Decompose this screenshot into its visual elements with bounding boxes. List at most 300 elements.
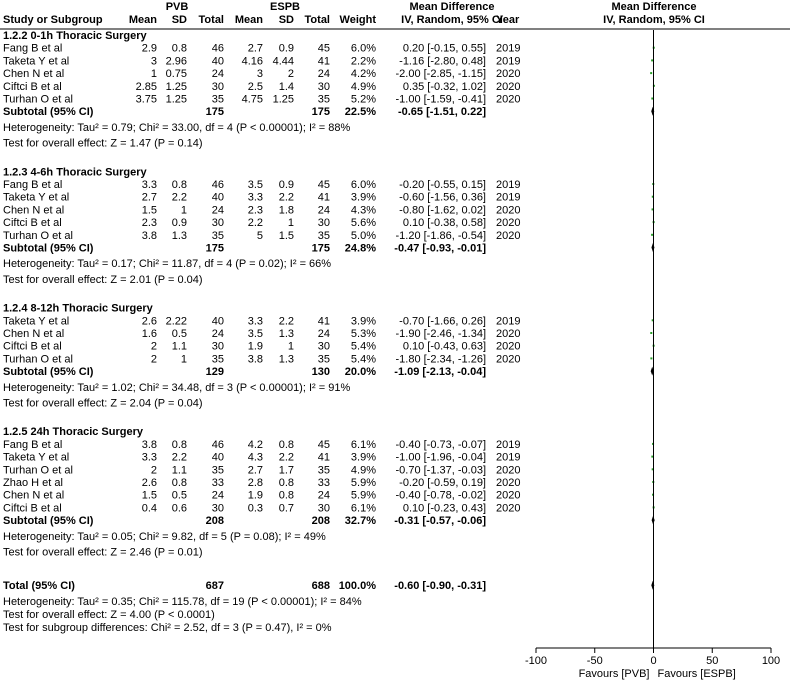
cell-sd2: 0.8	[278, 489, 294, 502]
cell-m2: 2.2	[247, 217, 263, 230]
cell-weight: 5.4%	[350, 353, 376, 366]
header-plot-method: IV, Random, 95% CI	[603, 14, 705, 26]
subtotal-weight: 20.0%	[344, 366, 376, 379]
cell-sd2: 0.8	[278, 438, 294, 451]
cell-m2: 3.8	[247, 353, 263, 366]
cell-sd2: 4.44	[272, 55, 294, 68]
header-total-espb: Total	[304, 14, 330, 26]
x-axis	[525, 648, 780, 680]
subtotal-n1: 129	[205, 366, 224, 379]
cell-sd2: 1.4	[278, 80, 294, 93]
cell-year: 2020	[496, 353, 521, 366]
overall-effect-text: Test for overall effect: Z = 2.46 (P = 0.01)	[3, 546, 203, 559]
overall-effect-text: Test for overall effect: Z = 2.04 (P = 0.04)	[3, 397, 203, 410]
cell-name: Chen N et al	[3, 489, 65, 502]
cell-n1: 24	[211, 68, 224, 81]
cell-sd1: 2.2	[171, 451, 187, 464]
cell-n2: 45	[317, 42, 330, 55]
favours-left-label: Favours [PVB]	[578, 668, 650, 680]
cell-weight: 6.0%	[350, 42, 376, 55]
header-group-espb: ESPB	[270, 1, 300, 13]
cell-m2: 0.3	[247, 502, 263, 515]
total-row	[3, 580, 486, 592]
cell-m1: 3.75	[135, 93, 157, 106]
table-row	[3, 55, 520, 67]
cell-m2: 3.5	[247, 328, 263, 340]
subgroup	[3, 426, 520, 558]
cell-sd1: 2.96	[165, 55, 187, 68]
cell-ci: -0.80 [-1.62, 0.02]	[399, 204, 486, 217]
total-ci: -0.60 [-0.90, -0.31]	[394, 580, 486, 593]
cell-sd1: 1.3	[171, 229, 187, 242]
heterogeneity-text: Heterogeneity: Tau² = 1.02; Chi² = 34.48, df = 3 (P < 0.00001); I² = 91%	[3, 381, 351, 394]
favours-right-label: Favours [ESPB]	[657, 668, 736, 680]
subtotal-ci: -1.09 [-2.13, -0.04]	[394, 366, 486, 379]
subtotal-weight: 22.5%	[344, 106, 376, 119]
cell-n2: 24	[317, 489, 330, 502]
cell-n1: 46	[211, 179, 224, 191]
cell-m2: 5	[256, 229, 263, 242]
header-sd-espb: SD	[278, 14, 294, 26]
cell-sd2: 0.8	[278, 477, 294, 489]
table-row	[3, 179, 520, 191]
cell-weight: 5.0%	[350, 229, 376, 242]
subtotal-label: Subtotal (95% CI)	[3, 106, 94, 119]
cell-n1: 30	[211, 217, 224, 230]
header-plot-title: Mean Difference	[611, 1, 697, 13]
cell-sd2: 1.25	[272, 93, 294, 106]
cell-n2: 35	[317, 464, 330, 477]
study-marker	[650, 357, 652, 359]
subtotal-label: Subtotal (95% CI)	[3, 515, 94, 528]
cell-year: 2020	[496, 489, 521, 502]
cell-name: Ciftci B et al	[3, 80, 62, 93]
cell-m2: 1.9	[247, 340, 263, 353]
cell-sd2: 2.2	[278, 451, 294, 464]
cell-sd1: 0.5	[171, 328, 187, 340]
cell-year: 2019	[496, 438, 521, 451]
total-label: Total (95% CI)	[3, 580, 75, 593]
cell-m2: 4.2	[247, 438, 263, 451]
cell-name: Taketa Y et al	[3, 191, 70, 204]
subtotal-weight: 32.7%	[344, 515, 376, 528]
cell-year: 2020	[496, 502, 521, 515]
cell-ci: 0.10 [-0.38, 0.58]	[402, 217, 486, 230]
table-row	[3, 502, 520, 514]
cell-n1: 33	[211, 477, 224, 489]
cell-ci: -0.70 [-1.66, 0.26]	[399, 315, 486, 328]
subtotal-weight: 24.8%	[344, 242, 376, 255]
cell-year: 2020	[496, 68, 521, 81]
heterogeneity-text: Heterogeneity: Tau² = 0.17; Chi² = 11.87, df = 4 (P = 0.02); I² = 66%	[3, 258, 332, 271]
cell-name: Taketa Y et al	[3, 315, 70, 328]
cell-name: Turhan O et al	[3, 229, 73, 242]
cell-n1: 46	[211, 438, 224, 451]
cell-ci: 0.35 [-0.32, 1.02]	[402, 80, 486, 93]
cell-year: 2020	[496, 204, 521, 217]
cell-m2: 3.3	[247, 315, 263, 328]
cell-year: 2019	[496, 315, 521, 328]
cell-sd1: 0.8	[171, 477, 187, 489]
cell-sd1: 0.75	[165, 68, 187, 81]
subgroup	[3, 30, 520, 150]
cell-ci: 0.20 [-0.15, 0.55]	[402, 42, 486, 55]
cell-year: 2020	[496, 80, 521, 93]
cell-m1: 2.6	[141, 477, 157, 489]
table-row	[3, 477, 520, 489]
header-study: Study or Subgroup	[3, 14, 103, 26]
cell-n2: 41	[317, 191, 330, 204]
subtotal-n1: 175	[205, 106, 224, 119]
cell-weight: 4.2%	[350, 68, 376, 81]
table-header	[3, 1, 705, 26]
cell-ci: -0.70 [-1.37, -0.03]	[395, 464, 486, 477]
cell-name: Zhao H et al	[3, 477, 63, 489]
subgroup-title: 1.2.4 8-12h Thoracic Surgery	[3, 302, 153, 315]
cell-n2: 30	[317, 340, 330, 353]
cell-n2: 33	[317, 477, 330, 489]
axis-tick-label: -100	[524, 655, 548, 667]
subtotal-row	[3, 366, 486, 378]
subtotal-n1: 208	[205, 515, 224, 528]
cell-weight: 5.2%	[350, 93, 376, 106]
cell-sd2: 0.9	[278, 42, 294, 55]
table-row	[3, 43, 520, 55]
header-md-title: Mean Difference	[409, 1, 495, 13]
table-row	[3, 341, 520, 353]
cell-sd1: 2.2	[171, 191, 187, 204]
cell-n2: 41	[317, 315, 330, 328]
cell-n2: 41	[317, 451, 330, 464]
cell-name: Fang B et al	[3, 438, 63, 451]
cell-name: Turhan O et al	[3, 353, 73, 366]
cell-ci: -0.60 [-1.56, 0.36]	[399, 191, 486, 204]
subtotal-ci: -0.31 [-0.57, -0.06]	[394, 515, 486, 528]
header-total-pvb: Total	[198, 14, 224, 26]
table-row	[3, 68, 520, 80]
cell-sd1: 1.1	[171, 464, 187, 477]
cell-ci: -0.40 [-0.73, -0.07]	[395, 438, 486, 451]
header-mean-pvb: Mean	[128, 14, 157, 26]
total-n1: 687	[205, 580, 224, 593]
cell-n2: 45	[317, 179, 330, 191]
plot-area	[650, 30, 655, 648]
table-row	[3, 328, 520, 340]
subtotal-row	[3, 243, 486, 255]
table-row	[3, 217, 520, 229]
cell-name: Ciftci B et al	[3, 217, 62, 230]
cell-m1: 0.4	[141, 502, 157, 515]
subtotal-row	[3, 515, 486, 527]
table-row	[3, 439, 520, 451]
cell-ci: 0.10 [-0.43, 0.63]	[402, 340, 486, 353]
subtotal-ci: -0.47 [-0.93, -0.01]	[394, 242, 486, 255]
cell-m2: 2.7	[247, 42, 263, 55]
cell-m2: 1.9	[247, 489, 263, 502]
cell-sd1: 2.22	[165, 315, 187, 328]
cell-m1: 1.5	[141, 204, 157, 217]
cell-m2: 2.5	[247, 80, 263, 93]
cell-m1: 1.6	[141, 328, 157, 340]
cell-ci: -0.40 [-0.78, -0.02]	[395, 489, 486, 502]
cell-sd1: 0.6	[171, 502, 187, 515]
cell-sd2: 0.9	[278, 179, 294, 191]
subtotal-n2: 175	[311, 242, 330, 255]
cell-m1: 1	[150, 68, 157, 81]
subgroup	[3, 303, 520, 410]
table-body	[3, 30, 520, 634]
cell-m1: 2	[150, 353, 157, 366]
cell-sd1: 0.8	[171, 438, 187, 451]
cell-n2: 30	[317, 80, 330, 93]
cell-ci: -0.20 [-0.59, 0.19]	[399, 477, 486, 489]
cell-ci: 0.10 [-0.23, 0.43]	[402, 502, 486, 515]
subtotal-n1: 175	[205, 242, 224, 255]
cell-m1: 3	[150, 55, 157, 68]
cell-m1: 3.8	[141, 438, 157, 451]
cell-n2: 24	[317, 328, 330, 340]
cell-sd2: 1.3	[278, 353, 294, 366]
cell-weight: 3.9%	[350, 451, 376, 464]
overall-effect-text: Test for overall effect: Z = 2.01 (P = 0.04)	[3, 273, 203, 286]
cell-weight: 3.9%	[350, 315, 376, 328]
cell-name: Turhan O et al	[3, 93, 73, 106]
axis-tick-label: 0	[650, 655, 657, 667]
cell-n1: 40	[211, 315, 224, 328]
table-row	[3, 230, 520, 242]
cell-sd2: 1.3	[278, 328, 294, 340]
cell-sd1: 1.1	[171, 340, 187, 353]
cell-m2: 3.5	[247, 179, 263, 191]
cell-weight: 6.1%	[350, 502, 376, 515]
cell-name: Ciftci B et al	[3, 502, 62, 515]
cell-sd1: 1.25	[165, 93, 187, 106]
cell-n2: 30	[317, 502, 330, 515]
cell-weight: 6.0%	[350, 179, 376, 191]
cell-year: 2020	[496, 229, 521, 242]
cell-n1: 24	[211, 489, 224, 502]
cell-m1: 3.3	[141, 179, 157, 191]
cell-ci: -1.20 [-1.86, -0.54]	[395, 229, 486, 242]
cell-year: 2019	[496, 451, 521, 464]
total-weight: 100.0%	[338, 580, 376, 593]
cell-weight: 6.1%	[350, 438, 376, 451]
cell-sd1: 0.9	[171, 217, 187, 230]
cell-n1: 40	[211, 55, 224, 68]
cell-sd2: 2.2	[278, 315, 294, 328]
header-sd-pvb: SD	[171, 14, 187, 26]
cell-weight: 5.6%	[350, 217, 376, 230]
footer-stat: Test for overall effect: Z = 4.00 (P < 0.0001)	[3, 609, 215, 622]
axis-tick-label: -50	[586, 655, 603, 667]
table-row	[3, 204, 520, 216]
cell-year: 2019	[496, 42, 521, 55]
cell-n2: 35	[317, 353, 330, 366]
cell-ci: -2.00 [-2.85, -1.15]	[395, 68, 486, 81]
cell-sd1: 1	[180, 204, 187, 217]
cell-n2: 24	[317, 68, 330, 81]
cell-m2: 2.8	[247, 477, 263, 489]
cell-n2: 30	[317, 217, 330, 230]
subtotal-n2: 130	[311, 366, 330, 379]
cell-n1: 30	[211, 502, 224, 515]
cell-year: 2020	[496, 93, 521, 106]
cell-sd2: 0.7	[278, 502, 294, 515]
cell-n1: 40	[211, 191, 224, 204]
cell-m2: 3.3	[247, 191, 263, 204]
cell-n1: 30	[211, 80, 224, 93]
cell-ci: -1.90 [-2.46, -1.34]	[395, 328, 486, 340]
cell-n1: 40	[211, 451, 224, 464]
subtotal-ci: -0.65 [-1.51, 0.22]	[397, 106, 486, 119]
cell-year: 2020	[496, 477, 521, 489]
table-row	[3, 192, 520, 204]
subtotal-label: Subtotal (95% CI)	[3, 242, 94, 255]
cell-sd1: 0.8	[171, 179, 187, 191]
cell-sd1: 1.25	[165, 80, 187, 93]
subtotal-n2: 208	[311, 515, 330, 528]
cell-name: Taketa Y et al	[3, 451, 70, 464]
cell-year: 2020	[496, 217, 521, 230]
cell-m1: 3.3	[141, 451, 157, 464]
cell-n1: 35	[211, 93, 224, 106]
axis-tick-label: 100	[761, 655, 781, 667]
axis-tick-label: 50	[706, 655, 719, 667]
cell-weight: 5.9%	[350, 489, 376, 502]
header-mean-espb: Mean	[234, 14, 263, 26]
subtotal-n2: 175	[311, 106, 330, 119]
subgroup	[3, 166, 520, 286]
header-weight: Weight	[339, 14, 376, 26]
cell-n1: 35	[211, 353, 224, 366]
cell-n1: 24	[211, 204, 224, 217]
cell-year: 2019	[496, 191, 521, 204]
subgroup-title: 1.2.5 24h Thoracic Surgery	[3, 426, 144, 439]
cell-sd2: 1	[287, 217, 294, 230]
cell-m2: 3	[256, 68, 263, 81]
header-year: Year	[496, 14, 520, 26]
cell-n2: 35	[317, 229, 330, 242]
cell-n1: 46	[211, 42, 224, 55]
cell-m1: 3.8	[141, 229, 157, 242]
cell-name: Fang B et al	[3, 179, 63, 191]
table-row	[3, 353, 520, 365]
cell-m2: 4.16	[241, 55, 263, 68]
cell-weight: 3.9%	[350, 191, 376, 204]
cell-n2: 45	[317, 438, 330, 451]
cell-m1: 2.3	[141, 217, 157, 230]
cell-n1: 35	[211, 464, 224, 477]
cell-weight: 4.9%	[350, 80, 376, 93]
cell-m1: 2.7	[141, 191, 157, 204]
cell-year: 2020	[496, 340, 521, 353]
cell-ci: -1.00 [-1.59, -0.41]	[395, 93, 486, 106]
cell-weight: 5.3%	[350, 328, 376, 340]
subgroup-title: 1.2.3 4-6h Thoracic Surgery	[3, 166, 147, 179]
cell-name: Chen N et al	[3, 68, 65, 81]
cell-n1: 24	[211, 328, 224, 340]
cell-m2: 2.3	[247, 204, 263, 217]
footer-stat: Test for subgroup differences: Chi² = 2.52, df = 3 (P = 0.47), I² = 0%	[3, 622, 332, 635]
cell-m2: 4.75	[241, 93, 263, 106]
cell-year: 2020	[496, 328, 521, 340]
cell-year: 2019	[496, 55, 521, 68]
footer-stat: Heterogeneity: Tau² = 0.35; Chi² = 115.78, df = 19 (P < 0.00001); I² = 84%	[3, 596, 362, 609]
cell-m2: 4.3	[247, 451, 263, 464]
cell-m1: 1.5	[141, 489, 157, 502]
cell-n2: 24	[317, 204, 330, 217]
heterogeneity-text: Heterogeneity: Tau² = 0.79; Chi² = 33.00, df = 4 (P < 0.00001); I² = 88%	[3, 121, 351, 134]
table-row	[3, 81, 520, 93]
study-marker	[650, 72, 652, 74]
cell-n2: 41	[317, 55, 330, 68]
cell-year: 2020	[496, 464, 521, 477]
cell-m1: 2.85	[135, 80, 157, 93]
overall-effect-text: Test for overall effect: Z = 1.47 (P = 0.14)	[3, 137, 203, 150]
cell-n1: 35	[211, 229, 224, 242]
cell-weight: 5.4%	[350, 340, 376, 353]
cell-n2: 35	[317, 93, 330, 106]
table-row	[3, 94, 520, 106]
cell-sd1: 1	[180, 353, 187, 366]
cell-name: Chen N et al	[3, 204, 65, 217]
cell-weight: 4.9%	[350, 464, 376, 477]
cell-sd2: 1.8	[278, 204, 294, 217]
subtotal-row	[3, 106, 486, 118]
cell-sd1: 0.8	[171, 42, 187, 55]
cell-m1: 2	[150, 340, 157, 353]
cell-m1: 2	[150, 464, 157, 477]
cell-n1: 30	[211, 340, 224, 353]
cell-sd2: 2.2	[278, 191, 294, 204]
cell-m1: 2.9	[141, 42, 157, 55]
cell-name: Fang B et al	[3, 42, 63, 55]
cell-sd2: 1.7	[278, 464, 294, 477]
study-marker	[651, 59, 653, 61]
header-md-method: IV, Random, 95% CI	[401, 14, 503, 26]
cell-sd2: 1.5	[278, 229, 294, 242]
cell-name: Chen N et al	[3, 328, 65, 340]
cell-ci: -1.16 [-2.80, 0.48]	[399, 55, 486, 68]
cell-weight: 4.3%	[350, 204, 376, 217]
cell-ci: -1.00 [-1.96, -0.04]	[395, 451, 486, 464]
cell-ci: -0.20 [-0.55, 0.15]	[399, 179, 486, 191]
table-row	[3, 490, 520, 502]
cell-name: Turhan O et al	[3, 464, 73, 477]
heterogeneity-text: Heterogeneity: Tau² = 0.05; Chi² = 9.82, df = 5 (P = 0.08); I² = 49%	[3, 530, 326, 543]
cell-year: 2019	[496, 179, 521, 191]
cell-m1: 2.6	[141, 315, 157, 328]
cell-name: Taketa Y et al	[3, 55, 70, 68]
table-row	[3, 315, 520, 327]
total-n2: 688	[311, 580, 330, 593]
subgroup-title: 1.2.2 0-1h Thoracic Surgery	[3, 30, 147, 42]
study-marker	[650, 332, 652, 334]
cell-name: Ciftci B et al	[3, 340, 62, 353]
cell-sd1: 0.5	[171, 489, 187, 502]
table-row	[3, 464, 520, 476]
header-group-pvb: PVB	[165, 1, 189, 13]
cell-weight: 2.2%	[350, 55, 376, 68]
cell-sd2: 1	[287, 340, 294, 353]
table-row	[3, 452, 520, 464]
cell-ci: -1.80 [-2.34, -1.26]	[395, 353, 486, 366]
subtotal-label: Subtotal (95% CI)	[3, 366, 94, 379]
cell-weight: 5.9%	[350, 477, 376, 489]
study-marker	[651, 234, 653, 236]
cell-sd2: 2	[287, 68, 294, 81]
cell-m2: 2.7	[247, 464, 263, 477]
